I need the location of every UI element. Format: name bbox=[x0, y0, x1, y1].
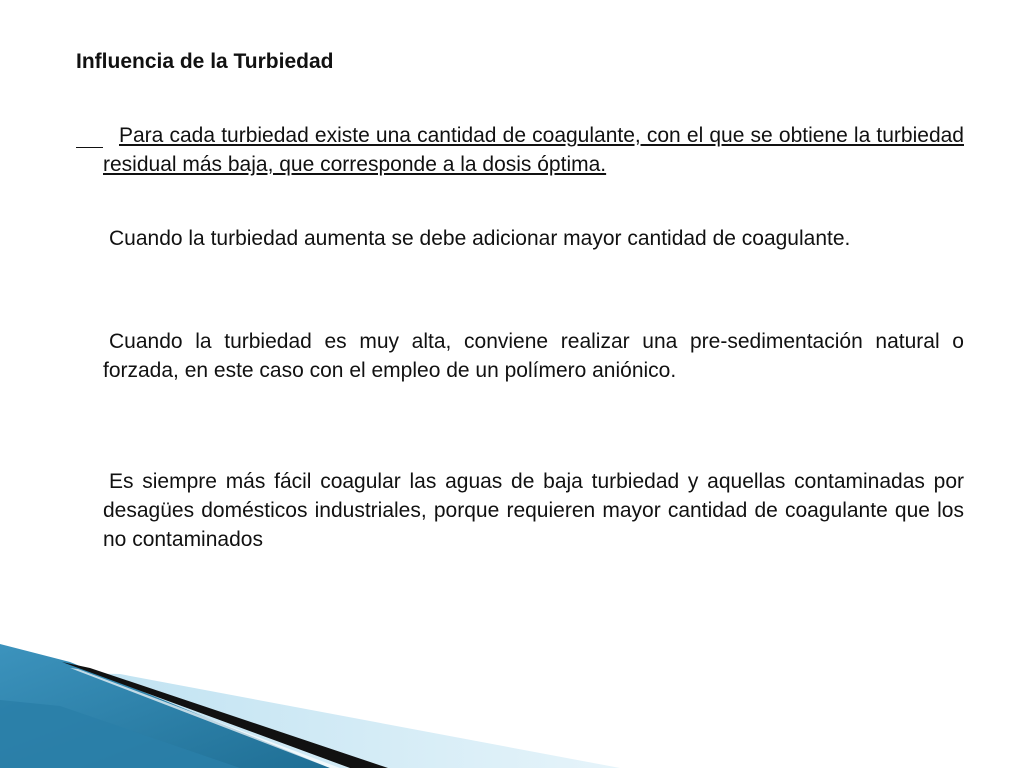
slide-title: Influencia de la Turbiedad bbox=[76, 50, 334, 73]
paragraph-high-turbidity: Cuando la turbiedad es muy alta, conviene realizar una pre-sedimentación natural o forzada, en este caso con el empleo de un polímero aniónico. bbox=[103, 330, 964, 382]
decor-light-band bbox=[0, 672, 620, 768]
decor-black-stripe bbox=[62, 662, 388, 768]
paragraph-optimal-dose: Para cada turbiedad existe una cantidad de coagulante, con el que se obtiene la turbiedad residual más baja, que corresponde a la dosis óptima. bbox=[103, 124, 964, 176]
paragraph-lead-underline bbox=[76, 147, 103, 148]
decor-blue-wedge bbox=[0, 644, 330, 768]
paragraph-turbidity-increase: Cuando la turbiedad aumenta se debe adicionar mayor cantidad de coagulante. bbox=[109, 227, 851, 250]
decor-white-line bbox=[70, 668, 340, 768]
decor-mid-band bbox=[0, 700, 240, 768]
paragraph-low-turbidity: Es siempre más fácil coagular las aguas de baja turbiedad y aquellas contaminadas por desagües domésticos industriales, porque requieren mayor cantidad de coagulante que los no contaminados bbox=[103, 470, 964, 551]
